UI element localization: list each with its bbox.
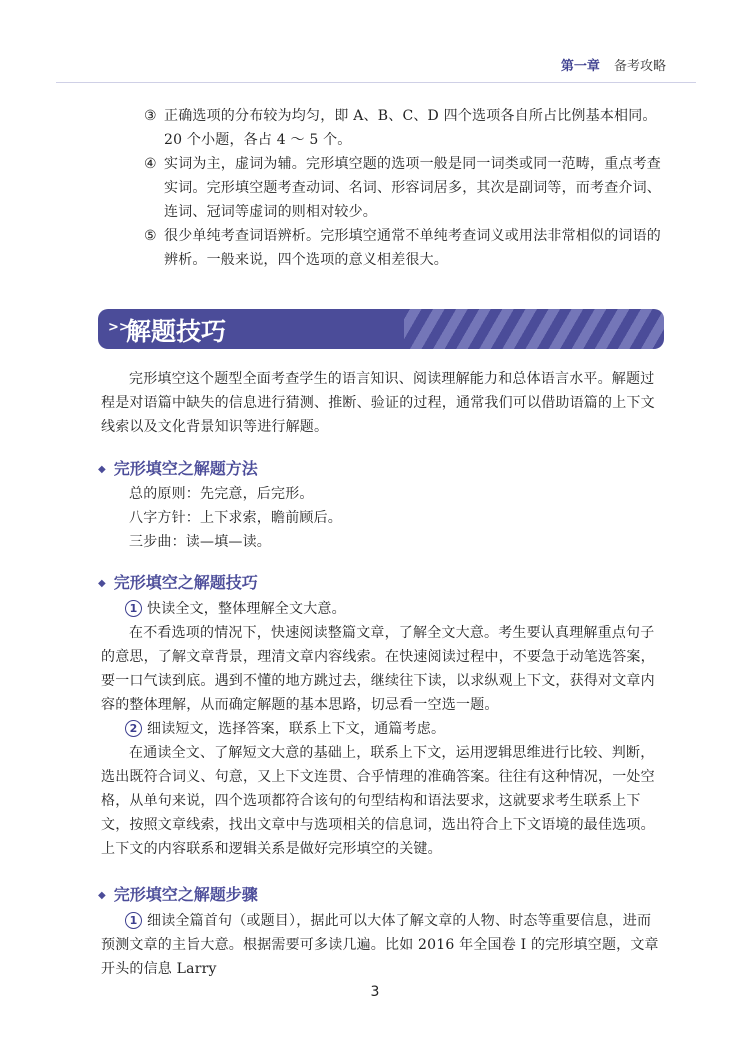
section-title-methods <box>98 456 258 479</box>
section-title-text: 完形填空之解题方法 <box>113 459 258 478</box>
section-banner <box>98 309 664 349</box>
list-item <box>144 152 674 224</box>
running-header <box>561 55 666 74</box>
list-item <box>144 224 674 272</box>
section-title-text: 完形填空之解题技巧 <box>113 573 258 592</box>
methods-block <box>101 482 663 554</box>
item-number: ⑤ <box>144 228 157 244</box>
method-line: 总的原则：先完意，后完形。 <box>129 486 314 502</box>
circled-number-icon: 2 <box>125 720 142 737</box>
item-text: 实词为主，虚词为辅。完形填空题的选项一般是同一词类或同一范畴，重点考查实词。完形填空题考查动词、名词、形容词居多，其次是副词等，而考查介词、连词、冠词等虚词的则相对较少。 <box>164 156 661 220</box>
item-number: ④ <box>144 156 157 172</box>
item-number: ③ <box>144 108 157 124</box>
step-paragraph <box>101 909 663 981</box>
diamond-icon: ◆ <box>98 890 106 901</box>
chapter-label: 第一章 <box>560 59 600 74</box>
method-line: 三步曲：读—填—读。 <box>129 534 271 550</box>
circled-number-icon: 1 <box>125 912 142 929</box>
intro-paragraph: 完形填空这个题型全面考查学生的语言知识、阅读理解能力和总体语言水平。解题过程是对语篇中缺失的信息进行猜测、推断、验证的过程，通常我们可以借助语篇的上下文线索以及文化背景知识等进行解题。 <box>101 371 655 435</box>
steps-block <box>101 909 663 981</box>
page-number: 3 <box>370 984 380 1000</box>
item-text: 正确选项的分布较为均匀，即 A、B、C、D 四个选项各自所占比例基本相同。20 个小题，各占 4 ～ 5 个。 <box>164 108 657 148</box>
header-rule <box>56 82 696 83</box>
section-title-text: 完形填空之解题步骤 <box>113 885 258 904</box>
section-title-steps <box>98 882 258 905</box>
item-text: 很少单纯考查词语辨析。完形填空通常不单纯考查词义或用法非常相似的词语的辨析。一般来说，四个选项的意义相差很大。 <box>164 228 661 268</box>
tip-heading <box>101 717 663 741</box>
section-title-techniques <box>98 570 258 593</box>
tip-title: 快读全文，整体理解全文大意。 <box>147 601 346 617</box>
tip-body: 在不看选项的情况下，快速阅读整篇文章，了解全文大意。考生要认真理解重点句子的意思，了解文章背景，理清文章内容线索。在快速阅读过程中，不要急于动笔选答案，要一口气读到底。遇到不懂的地方跳过去，继续往下读，以求纵观上下文，获得对文章内容的整体理解，从而确定解题的基本思路，切忌看一空选一题。 <box>101 625 655 713</box>
circled-number-icon: 1 <box>125 600 142 617</box>
diamond-icon: ◆ <box>98 464 106 475</box>
banner-stripes <box>404 309 664 349</box>
chapter-subtitle: 备考攻略 <box>613 59 666 74</box>
banner-title: 解题技巧 <box>126 317 227 346</box>
feature-list <box>144 104 674 272</box>
method-line: 八字方针：上下求索，瞻前顾后。 <box>129 510 342 526</box>
tip-title: 细读短文，选择答案，联系上下文，通篇考虑。 <box>147 721 446 737</box>
list-item <box>144 104 674 152</box>
tip-body: 在通读全文、了解短文大意的基础上，联系上下文，运用逻辑思维进行比较、判断，选出既符合词义、句意，又上下文连贯、合乎情理的准确答案。往往有这种情况，一处空格，从单句来说，四个选项都符合该句的句型结构和语法要求，这就要求考生联系上下文，按照文章线索，找出文章中与选项相关的信息词，选出符合上下文语境的最佳选项。上下文的内容联系和逻辑关系是做好完形填空的关键。 <box>101 745 655 857</box>
diamond-icon: ◆ <box>98 578 106 589</box>
tip-heading <box>101 597 663 621</box>
double-chevron-icon: >> <box>108 320 130 335</box>
step-text: 细读全篇首句（或题目），据此可以大体了解文章的人物、时态等重要信息，进而预测文章的主旨大意。根据需要可多读几遍。比如 2016 年全国卷 I 的完形填空题，文章开头的信息 Larry <box>101 913 659 977</box>
techniques-block <box>101 597 663 861</box>
